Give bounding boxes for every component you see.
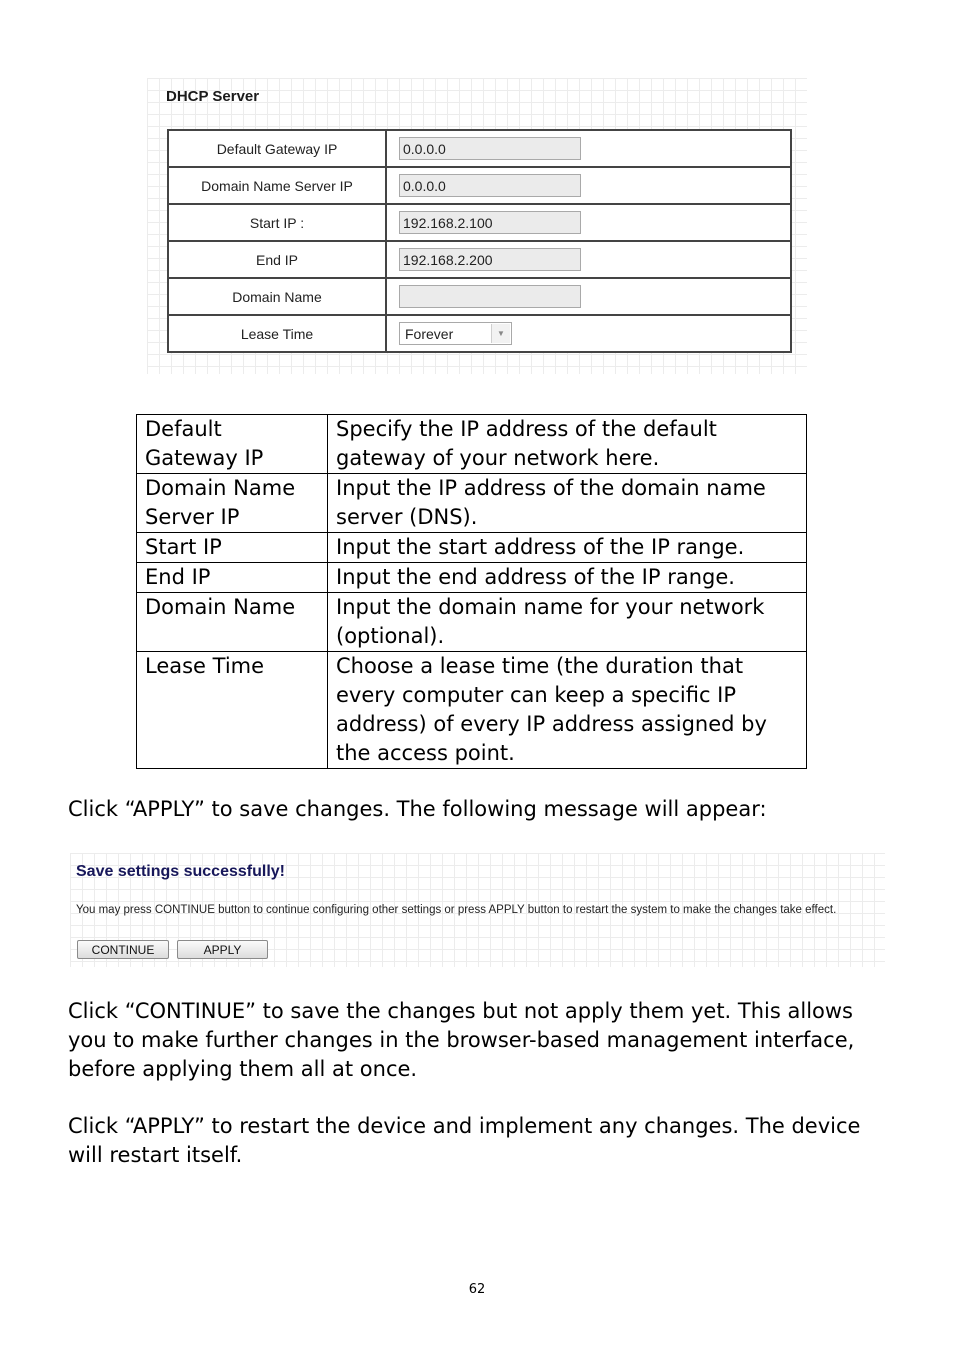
- save-success-title: Save settings successfully!: [76, 863, 285, 880]
- domain-name-server-ip-label: Domain Name Server IP: [168, 167, 386, 204]
- domain-name-label: Domain Name: [168, 278, 386, 315]
- table-row: [168, 241, 791, 278]
- lease-time-selected-value: Forever: [405, 325, 454, 342]
- term-cell: Lease Time: [137, 652, 328, 769]
- description-cell: Input the IP address of the domain name server (DNS).: [328, 474, 807, 533]
- save-success-message: You may press CONTINUE button to continue configuring other settings or press APPLY button to restart the system to make the changes take effect.: [76, 904, 837, 916]
- table-row: [168, 315, 791, 352]
- end-ip-label: End IP: [168, 241, 386, 278]
- save-message-screenshot: [70, 853, 885, 967]
- table-row: [168, 130, 791, 167]
- table-row: [168, 204, 791, 241]
- chevron-down-icon[interactable]: ▼: [491, 324, 510, 343]
- table-row: [137, 415, 807, 474]
- apply-button[interactable]: APPLY: [177, 940, 268, 959]
- table-row: [137, 474, 807, 533]
- continue-info-paragraph: Click “CONTINUE” to save the changes but not apply them yet. This allows you to make further changes in the browser-based management interface, before applying them all at once.: [68, 999, 855, 1081]
- page-number: 62: [468, 1282, 486, 1297]
- lease-time-label: Lease Time: [168, 315, 386, 352]
- description-cell: Input the end address of the IP range.: [328, 563, 807, 593]
- description-cell: Input the start address of the IP range.: [328, 533, 807, 563]
- table-row: [168, 167, 791, 204]
- table-row: [137, 652, 807, 769]
- domain-name-server-ip-input[interactable]: [399, 174, 581, 197]
- end-ip-input[interactable]: [399, 248, 581, 271]
- dhcp-settings-table: [167, 129, 792, 353]
- table-row: [137, 593, 807, 652]
- default-gateway-ip-label: Default Gateway IP: [168, 130, 386, 167]
- table-row: [137, 563, 807, 593]
- term-cell: Domain Name: [137, 593, 328, 652]
- apply-info-paragraph: Click “APPLY” to restart the device and implement any changes. The device will restart itself.: [68, 1114, 861, 1167]
- term-cell: Default Gateway IP: [137, 415, 328, 474]
- domain-name-input[interactable]: [399, 285, 581, 308]
- default-gateway-ip-input[interactable]: [399, 137, 581, 160]
- description-cell: Choose a lease time (the duration that every computer can keep a specific IP address) of every IP address assigned by the access point.: [328, 652, 807, 769]
- dhcp-server-screenshot: [147, 78, 807, 374]
- start-ip-input[interactable]: [399, 211, 581, 234]
- term-cell: Domain Name Server IP: [137, 474, 328, 533]
- term-cell: End IP: [137, 563, 328, 593]
- dhcp-server-title: DHCP Server: [166, 88, 260, 105]
- apply-intro-paragraph: Click “APPLY” to save changes. The following message will appear:: [68, 797, 767, 821]
- term-cell: Start IP: [137, 533, 328, 563]
- description-cell: Input the domain name for your network (optional).: [328, 593, 807, 652]
- continue-button[interactable]: CONTINUE: [77, 940, 169, 959]
- description-cell: Specify the IP address of the default gateway of your network here.: [328, 415, 807, 474]
- field-description-table: [136, 414, 807, 769]
- table-row: [168, 278, 791, 315]
- start-ip-label: Start IP :: [168, 204, 386, 241]
- table-row: [137, 533, 807, 563]
- lease-time-select[interactable]: [399, 322, 512, 345]
